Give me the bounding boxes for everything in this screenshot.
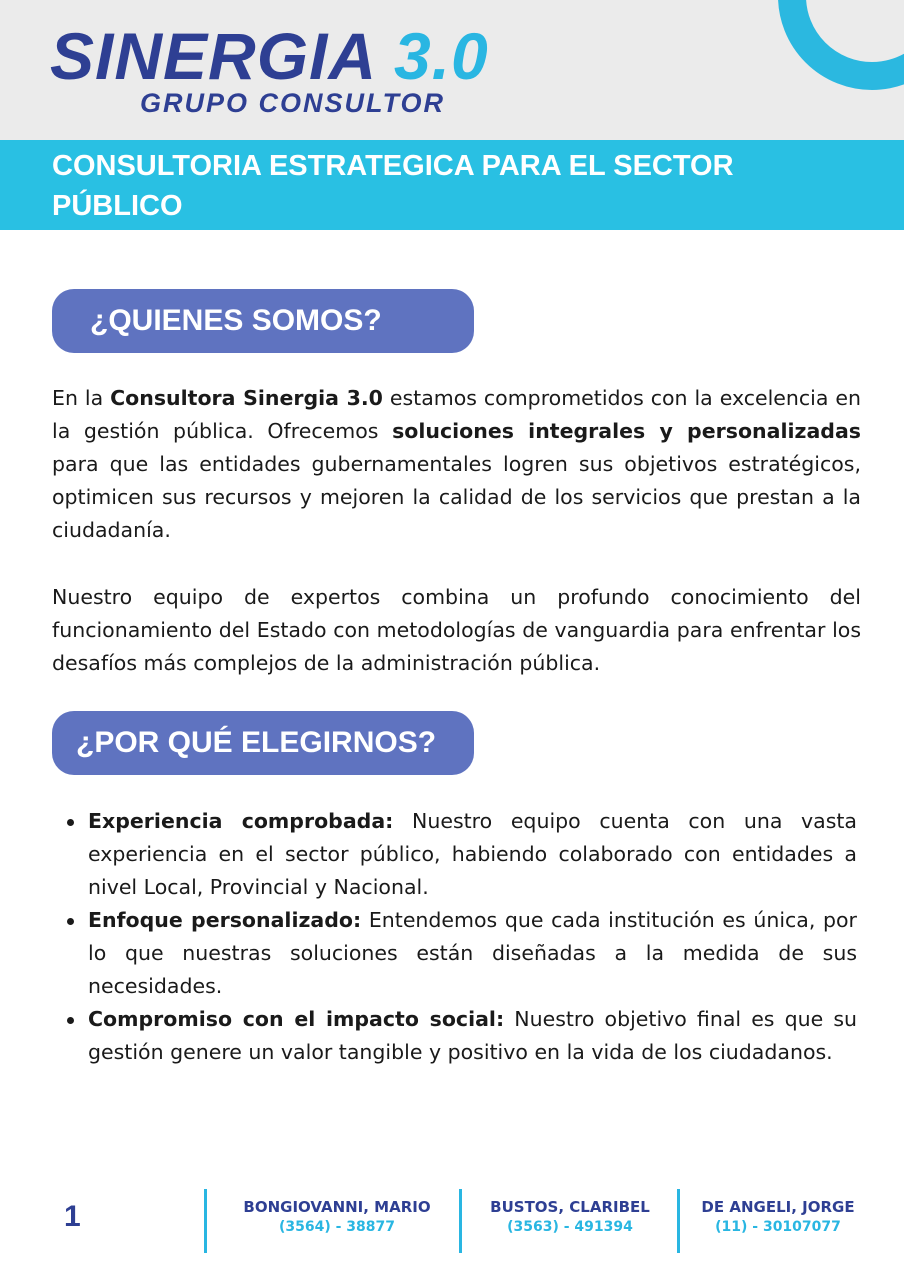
footer-divider: [204, 1189, 207, 1253]
list-item: [88, 1003, 857, 1069]
item-title: Compromiso con el impacto social:: [88, 1007, 505, 1031]
bold-text: soluciones integrales y personalizadas: [392, 419, 861, 443]
bold-text: Consultora Sinergia 3.0: [110, 386, 383, 410]
item-text: Nuestro equipo cuenta con una vasta experiencia en el sector público, habiendo colaborado con entidades a nivel Local, Provincial y Nacional.: [88, 809, 857, 899]
text-run: estamos comprometidos con la excelencia en la gestión pública. Ofrecemos: [52, 386, 861, 443]
list-item: [88, 805, 857, 904]
item-text: Nuestro objetivo final es que su gestión genere un valor tangible y positivo en la vida de los ciudadanos.: [88, 1007, 857, 1064]
footer-divider: [677, 1189, 680, 1253]
logo-subtitle: GRUPO CONSULTOR: [140, 88, 446, 118]
team-paragraph: Nuestro equipo de expertos combina un profundo conocimiento del funcionamiento del Estado con metodologías de vanguardia para enfrentar los desafíos más complejos de la administración pública.: [52, 585, 861, 675]
footer-divider: [459, 1189, 462, 1253]
contact-phone: (11) - 30107077: [715, 1219, 841, 1235]
contact-card: [232, 1197, 442, 1237]
contact-phone: (3564) - 38877: [278, 1219, 396, 1235]
logo-version: 3.0: [393, 19, 489, 93]
logo-word: SINERGIA: [50, 19, 375, 93]
contact-name: BUSTOS, CLARIBEL: [490, 1198, 650, 1216]
item-text: Entendemos que cada institución es única, por lo que nuestras soluciones están diseñadas a la medida de sus necesidades.: [88, 908, 857, 998]
section-heading-por-que-elegirnos: ¿POR QUÉ ELEGIRNOS?: [52, 711, 474, 775]
contact-card: [694, 1197, 862, 1237]
item-title: Enfoque personalizado:: [88, 908, 362, 932]
page-number: 1: [64, 1200, 81, 1233]
contact-name: BONGIOVANNI, MARIO: [243, 1198, 431, 1216]
banner-title: CONSULTORIA ESTRATEGICA PARA EL SECTOR PÚBLICO: [52, 150, 734, 222]
list-item: [88, 904, 857, 1003]
contact-card: [479, 1197, 661, 1237]
section-heading-quienes-somos: ¿QUIENES SOMOS?: [52, 289, 474, 353]
reasons-list: [88, 805, 857, 1069]
bullet-icon: [67, 918, 74, 925]
contact-name: DE ANGELI, JORGE: [701, 1198, 855, 1216]
text-run: En la: [52, 386, 111, 410]
decorative-arc: [778, 0, 904, 90]
item-title: Experiencia comprobada:: [88, 809, 394, 833]
header: [0, 0, 904, 140]
contact-phone: (3563) - 491394: [507, 1219, 633, 1235]
intro-paragraph: [52, 382, 861, 547]
text-run: para que las entidades gubernamentales logren sus objetivos estratégicos, optimicen sus recursos y mejoren la calidad de los servicios que prestan a la ciudadanía.: [52, 452, 861, 542]
bullet-icon: [67, 1017, 74, 1024]
bullet-icon: [67, 819, 74, 826]
logo: [50, 18, 489, 94]
